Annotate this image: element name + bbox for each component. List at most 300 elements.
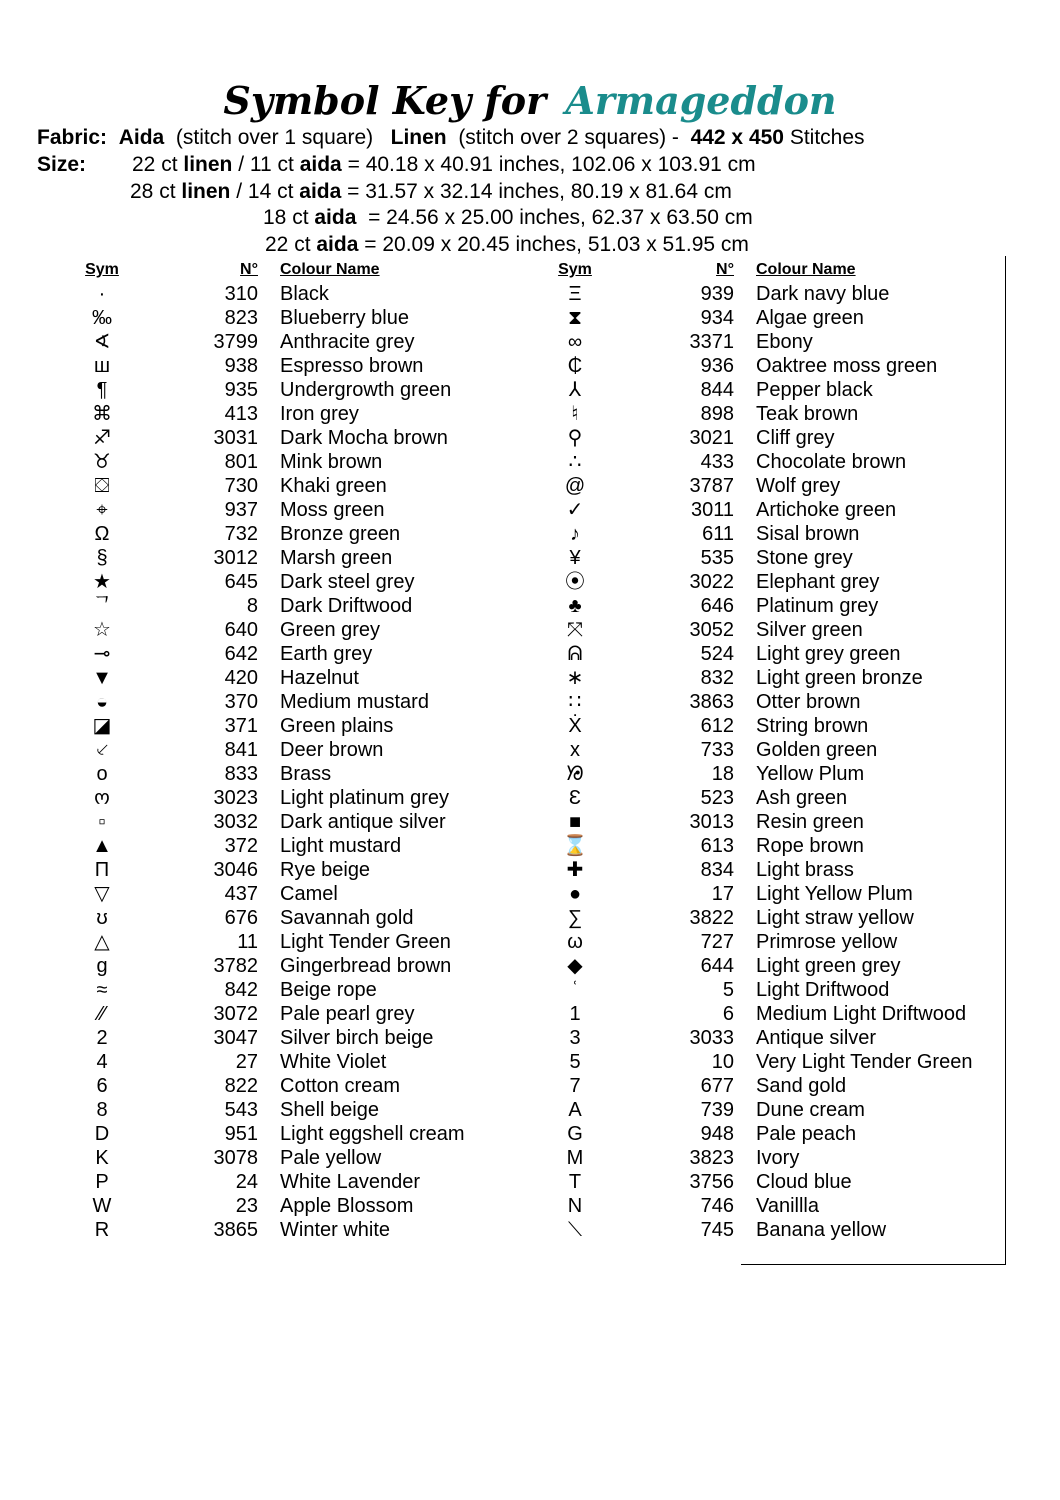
colour-name: Anthracite grey (280, 331, 415, 353)
symbol: ⛋ (94, 475, 110, 497)
size-fabric: aida (314, 206, 357, 229)
colour-name: Algae green (756, 307, 864, 329)
key-row (553, 1098, 1004, 1122)
dmc-number: 939 (700, 283, 734, 305)
key-row (80, 1122, 498, 1146)
symbol: ≈ (96, 979, 108, 1001)
colour-name: Cotton cream (280, 1075, 401, 1097)
key-row (553, 762, 1004, 786)
colour-name: Pale yellow (280, 1147, 382, 1169)
key-row (80, 1218, 498, 1242)
symbol: A (568, 1099, 582, 1121)
symbol: @ (564, 475, 586, 497)
size-count: 22 ct (132, 153, 178, 176)
symbol: ♪ (570, 523, 580, 545)
dmc-number: 3756 (689, 1171, 734, 1193)
key-row (80, 618, 498, 642)
header-sym: Sym (558, 261, 592, 278)
symbol: Ω (94, 523, 110, 545)
key-row (553, 522, 1004, 546)
symbol: Ẋ (568, 715, 582, 737)
key-row (80, 738, 498, 762)
symbol: ♮ (571, 403, 579, 425)
border-right-line (1005, 256, 1006, 1264)
dmc-number: 613 (700, 835, 734, 857)
dmc-number: 3021 (689, 427, 734, 449)
dmc-number: 413 (224, 403, 258, 425)
colour-name: Light Yellow Plum (756, 883, 913, 905)
key-row (80, 762, 498, 786)
dmc-number: 676 (224, 907, 258, 929)
key-row (553, 786, 1004, 810)
dmc-number: 612 (700, 715, 734, 737)
colour-name: Black (280, 283, 329, 305)
dmc-number: 3023 (213, 787, 258, 809)
colour-name: Gingerbread brown (280, 955, 452, 977)
symbol: Π (94, 859, 110, 881)
header-sym: Sym (85, 261, 119, 278)
colour-name: Espresso brown (280, 355, 424, 377)
symbol: ⟍ (568, 1219, 582, 1241)
key-row (80, 306, 498, 330)
dmc-number: 677 (700, 1075, 734, 1097)
key-row (553, 834, 1004, 858)
symbol: W (92, 1195, 112, 1217)
colour-name: Otter brown (756, 691, 861, 713)
dmc-number: 3787 (689, 475, 734, 497)
key-row (553, 354, 1004, 378)
dmc-number: 732 (224, 523, 258, 545)
dmc-number: 801 (224, 451, 258, 473)
dmc-number: 3782 (213, 955, 258, 977)
key-row (80, 642, 498, 666)
colour-name: Medium mustard (280, 691, 429, 713)
key-row (80, 1098, 498, 1122)
colour-name: Marsh green (280, 547, 393, 569)
symbol: 4 (96, 1051, 108, 1073)
colour-name: Banana yellow (756, 1219, 887, 1241)
dmc-number: 3033 (689, 1027, 734, 1049)
colour-name: Platinum grey (756, 595, 879, 617)
colour-name: Hazelnut (280, 667, 359, 689)
dmc-number: 437 (224, 883, 258, 905)
colour-name: Brass (280, 763, 332, 785)
key-row (553, 810, 1004, 834)
symbol: M (566, 1147, 584, 1169)
key-row (80, 1074, 498, 1098)
dmc-number: 310 (224, 283, 258, 305)
colour-name: Green plains (280, 715, 394, 737)
key-row (553, 1026, 1004, 1050)
colour-name: Dark antique silver (280, 811, 446, 833)
symbol: ☆ (93, 619, 111, 641)
key-row (553, 1122, 1004, 1146)
colour-name: Rope brown (756, 835, 864, 857)
stitch-count: 442 x 450 (690, 126, 784, 149)
key-row (553, 666, 1004, 690)
colour-name: Silver green (756, 619, 863, 641)
fabric-linen: Linen (390, 126, 447, 149)
colour-name: Dark Driftwood (280, 595, 413, 617)
dmc-number: 3022 (689, 571, 734, 593)
symbol: ш (93, 355, 111, 377)
key-row (553, 690, 1004, 714)
colour-name: Khaki green (280, 475, 387, 497)
key-row (553, 738, 1004, 762)
symbol: Ɛ (568, 787, 582, 809)
colour-name: Cloud blue (756, 1171, 852, 1193)
dmc-number: 3863 (689, 691, 734, 713)
size-label (37, 153, 86, 177)
colour-name: Green grey (280, 619, 381, 641)
symbol: ʊ (96, 907, 108, 929)
dmc-number: 17 (711, 883, 734, 905)
colour-name: Light grey green (756, 643, 901, 665)
colour-name: Winter white (280, 1219, 391, 1241)
dmc-number: 935 (224, 379, 258, 401)
dmc-number: 938 (224, 355, 258, 377)
symbol: x (570, 739, 580, 761)
size-dimensions: = 31.57 x 32.14 inches, 80.19 x 81.64 cm (347, 180, 732, 203)
colour-name: Blueberry blue (280, 307, 409, 329)
symbol: ∑ (567, 907, 583, 929)
symbol: 7 (569, 1075, 581, 1097)
colour-name: Undergrowth green (280, 379, 452, 401)
colour-name: Vanillla (756, 1195, 819, 1217)
symbol: ▽ (94, 883, 110, 905)
symbol: ♐ (93, 427, 111, 449)
key-row (553, 954, 1004, 978)
dmc-number: 746 (700, 1195, 734, 1217)
symbol: 2 (96, 1027, 108, 1049)
symbol: N (567, 1195, 583, 1217)
colour-name: Mink brown (280, 451, 383, 473)
symbol: D (94, 1123, 110, 1145)
colour-name: Beige rope (280, 979, 377, 1001)
symbol: ¶ (96, 379, 108, 401)
colour-name: Elephant grey (756, 571, 880, 593)
dmc-number: 642 (224, 643, 258, 665)
key-row (553, 594, 1004, 618)
symbol: ω (567, 931, 583, 953)
symbol-key-right (553, 258, 1004, 1242)
colour-name: Teak brown (756, 403, 859, 425)
dmc-number: 3799 (213, 331, 258, 353)
key-row (553, 570, 1004, 594)
dmc-number: 745 (700, 1219, 734, 1241)
size-label-text: Size: (37, 153, 87, 176)
symbol: T (568, 1171, 582, 1193)
colour-name: Pale peach (756, 1123, 857, 1145)
dmc-number: 11 (237, 931, 258, 953)
colour-name: Artichoke green (756, 499, 897, 521)
symbol: K (95, 1147, 109, 1169)
size-line-3 (263, 206, 753, 230)
symbol: ⦿ (565, 571, 585, 593)
dmc-number: 535 (700, 547, 734, 569)
key-row (80, 930, 498, 954)
symbol: ⌛ (562, 835, 588, 857)
colour-name: Light green grey (756, 955, 901, 977)
size-line-2 (130, 180, 732, 204)
symbol: ∷ (568, 691, 582, 713)
dmc-number: 834 (700, 859, 734, 881)
pattern-name: Armageddon (565, 78, 837, 123)
colour-name: White Lavender (280, 1171, 421, 1193)
key-row (80, 354, 498, 378)
symbol: △ (94, 931, 110, 953)
size-fabric-alt: aida (299, 153, 342, 176)
key-row (80, 474, 498, 498)
size-count: 28 ct (130, 180, 176, 203)
key-row (80, 1170, 498, 1194)
symbol: ■ (568, 811, 582, 833)
key-row (80, 978, 498, 1002)
symbol: 5 (569, 1051, 581, 1073)
dmc-number: 822 (224, 1075, 258, 1097)
dmc-number: 936 (700, 355, 734, 377)
symbol: ⚲ (567, 427, 583, 449)
dmc-number: 640 (224, 619, 258, 641)
symbol: ▲ (92, 835, 112, 857)
dmc-number: 823 (224, 307, 258, 329)
colour-name: Stone grey (756, 547, 853, 569)
dmc-number: 5 (722, 979, 734, 1001)
symbol: § (96, 547, 108, 569)
stitch-label: Stitches (789, 126, 865, 149)
size-line-4 (265, 233, 749, 257)
dmc-number: 371 (224, 715, 258, 737)
colour-name: Ivory (756, 1147, 800, 1169)
dmc-number: 3052 (689, 619, 734, 641)
dmc-number: 611 (702, 523, 734, 545)
size-line-1 (132, 153, 756, 177)
size-fabric: linen (183, 153, 233, 176)
colour-name: Camel (280, 883, 338, 905)
symbol: ⅄ (568, 379, 582, 401)
symbol: ∴ (568, 451, 582, 473)
dmc-number: 934 (700, 307, 734, 329)
symbol: ₵ (567, 355, 583, 377)
key-row (553, 906, 1004, 930)
dmc-number: 3012 (213, 547, 258, 569)
key-row (553, 378, 1004, 402)
dmc-number: 937 (224, 499, 258, 521)
key-row (553, 402, 1004, 426)
colour-name: Dark Mocha brown (280, 427, 448, 449)
size-count: 22 ct (265, 233, 311, 256)
colour-name: Very Light Tender Green (756, 1051, 973, 1073)
colour-name: Light eggshell cream (280, 1123, 465, 1145)
key-row (80, 330, 498, 354)
symbol: 8 (96, 1099, 108, 1121)
colour-name: Dune cream (756, 1099, 865, 1121)
key-row (80, 282, 498, 306)
colour-name: Dark steel grey (280, 571, 415, 593)
dmc-number: 3865 (213, 1219, 258, 1241)
key-row (80, 570, 498, 594)
symbol: ◪ (92, 715, 112, 737)
dmc-number: 842 (224, 979, 258, 1001)
key-row (553, 1050, 1004, 1074)
symbol: o (96, 763, 108, 785)
symbol: 3 (569, 1027, 581, 1049)
key-row (80, 714, 498, 738)
dmc-number: 3822 (689, 907, 734, 929)
colour-name: Sisal brown (756, 523, 860, 545)
symbol: ♣ (568, 595, 582, 617)
key-row (553, 858, 1004, 882)
key-row (80, 522, 498, 546)
colour-name: Light straw yellow (756, 907, 914, 929)
key-row (80, 1194, 498, 1218)
key-row (80, 426, 498, 450)
key-row (80, 858, 498, 882)
key-row (553, 474, 1004, 498)
key-row (80, 690, 498, 714)
colour-name: Yellow Plum (756, 763, 865, 785)
dmc-number: 3013 (689, 811, 734, 833)
symbol: ⁄⁄ (98, 1003, 106, 1025)
size-dimensions: = 24.56 x 25.00 inches, 62.37 x 63.50 cm (362, 206, 753, 229)
colour-name: Apple Blossom (280, 1195, 414, 1217)
symbol: ∗ (566, 667, 584, 689)
key-row (553, 1218, 1004, 1242)
size-dimensions: = 20.09 x 20.45 inches, 51.03 x 51.95 cm (364, 233, 749, 256)
symbol: ✓ (566, 499, 584, 521)
dmc-number: 23 (235, 1195, 258, 1217)
colour-name: Bronze green (280, 523, 401, 545)
dmc-number: 370 (224, 691, 258, 713)
colour-name: Shell beige (280, 1099, 379, 1121)
dmc-number: 6 (722, 1003, 734, 1025)
key-row (553, 450, 1004, 474)
colour-name: Rye beige (280, 859, 371, 881)
dmc-number: 727 (700, 931, 734, 953)
symbol: ⸔ (94, 739, 110, 761)
dmc-number: 524 (700, 643, 734, 665)
colour-name: Pale pearl grey (280, 1003, 415, 1025)
dmc-number: 3072 (213, 1003, 258, 1025)
symbol: P (95, 1171, 109, 1193)
dmc-number: 433 (700, 451, 734, 473)
symbol: ▼ (92, 667, 112, 689)
colour-name: Dark navy blue (756, 283, 890, 305)
colour-name: Sand gold (756, 1075, 847, 1097)
key-row (553, 978, 1004, 1002)
border-bottom-line (741, 1264, 1006, 1265)
key-row (80, 786, 498, 810)
key-row (553, 882, 1004, 906)
symbol: ● (568, 883, 582, 905)
colour-name: Deer brown (280, 739, 384, 761)
key-row (80, 906, 498, 930)
dmc-number: 898 (700, 403, 734, 425)
fabric-aida-note: (stitch over 1 square) (175, 126, 374, 149)
symbol: ⌘ (92, 403, 112, 425)
key-row (553, 714, 1004, 738)
colour-name: Savannah gold (280, 907, 414, 929)
page-title (0, 78, 1060, 123)
colour-name: String brown (756, 715, 869, 737)
key-row (80, 1026, 498, 1050)
dmc-number: 3032 (213, 811, 258, 833)
header-name: Colour Name (756, 261, 856, 278)
size-fabric-alt: aida (299, 180, 342, 203)
dmc-number: 948 (700, 1123, 734, 1145)
key-row (80, 882, 498, 906)
dmc-number: 18 (711, 763, 734, 785)
symbol: ◒ (95, 691, 109, 713)
dmc-number: 3011 (690, 499, 734, 521)
key-row (553, 546, 1004, 570)
fabric-label: Fabric: (37, 126, 108, 149)
colour-name: Moss green (280, 499, 385, 521)
dmc-number: 3078 (213, 1147, 258, 1169)
header-num: N° (240, 261, 258, 278)
size-count: 18 ct (263, 206, 309, 229)
colour-name: Earth grey (280, 643, 373, 665)
colour-name: Light Driftwood (756, 979, 890, 1001)
symbol: 1 (569, 1003, 581, 1025)
key-row (553, 1194, 1004, 1218)
symbol: ⧗ (567, 307, 583, 329)
key-row (80, 1002, 498, 1026)
colour-name: Primrose yellow (756, 931, 898, 953)
key-row (553, 330, 1004, 354)
dmc-number: 3047 (213, 1027, 258, 1049)
key-row (80, 834, 498, 858)
colour-name: Resin green (756, 811, 864, 833)
symbol: ∞ (567, 331, 583, 353)
dmc-number: 27 (235, 1051, 258, 1073)
colour-name: Pepper black (756, 379, 873, 401)
key-row (553, 1146, 1004, 1170)
symbol: ⤧ (567, 619, 583, 641)
dmc-number: 646 (700, 595, 734, 617)
symbol: Ξ (568, 283, 582, 305)
colour-name: Light Tender Green (280, 931, 451, 953)
fabric-aida: Aida (118, 126, 165, 149)
dmc-number: 3031 (213, 427, 258, 449)
key-row (553, 930, 1004, 954)
dmc-number: 24 (235, 1171, 258, 1193)
symbol: G (567, 1123, 583, 1145)
colour-name: Golden green (756, 739, 878, 761)
dmc-number: 733 (700, 739, 734, 761)
symbol: ¥ (569, 547, 581, 569)
dmc-number: 739 (700, 1099, 734, 1121)
title-prefix: Symbol Key for (223, 78, 547, 123)
dmc-number: 10 (711, 1051, 734, 1073)
symbol: ⌖ (96, 499, 108, 521)
key-row (553, 426, 1004, 450)
colour-name: Ebony (756, 331, 813, 353)
colour-name: Wolf grey (756, 475, 841, 497)
dmc-number: 833 (224, 763, 258, 785)
colour-name: Chocolate brown (756, 451, 907, 473)
dmc-number: 844 (700, 379, 734, 401)
symbol: ‰ (92, 307, 112, 329)
key-row (80, 666, 498, 690)
symbol: 6 (96, 1075, 108, 1097)
colour-name: Light green bronze (756, 667, 923, 689)
symbol: ო (94, 787, 110, 809)
symbol: ᘠ (566, 763, 584, 785)
dmc-number: 730 (224, 475, 258, 497)
symbol: ⊸ (93, 643, 111, 665)
key-row (80, 1146, 498, 1170)
